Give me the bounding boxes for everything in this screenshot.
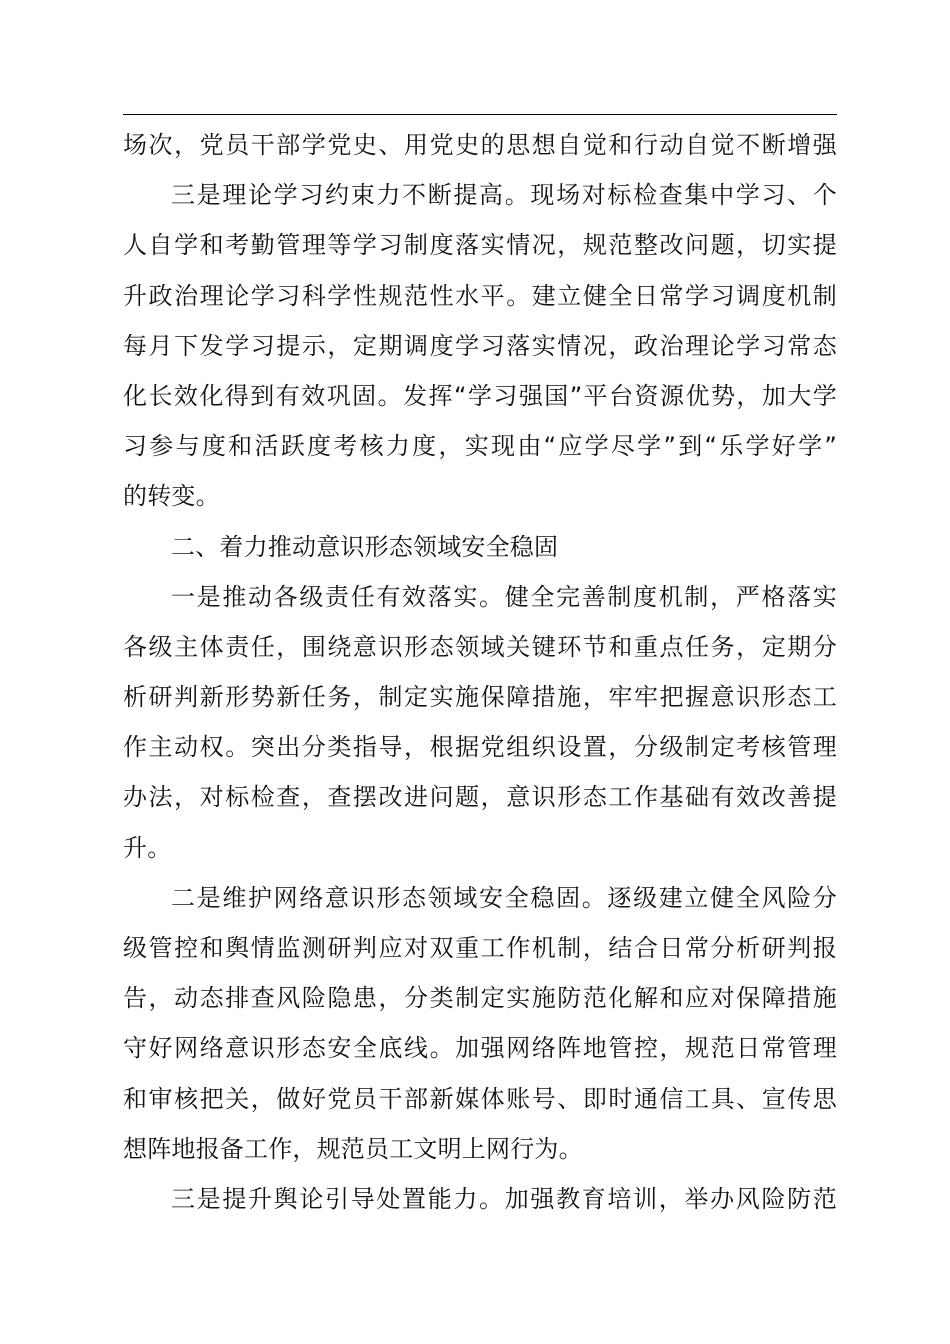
text-line: 各级主体责任，围绕意识形态领域关键环节和重点任务，定期分 bbox=[123, 632, 837, 661]
paragraph-start-line: 三是理论学习约束力不断提高。现场对标检查集中学习、个 bbox=[171, 181, 837, 210]
paragraph-end-line: 想阵地报备工作，规范员工文明上网行为。 bbox=[123, 1134, 583, 1163]
text-line: 级管控和舆情监测研判应对双重工作机制，结合日常分析研判报 bbox=[123, 934, 837, 962]
paragraph-start-line: 一是推动各级责任有效落实。健全完善制度机制，严格落实 bbox=[171, 582, 837, 611]
text-line: 析研判新形势新任务，制定实施保障措施，牢牢把握意识形态工 bbox=[123, 683, 837, 712]
document-body bbox=[123, 120, 837, 1224]
paragraph-end-line: 升。 bbox=[123, 833, 172, 862]
text-line: 办法，对标检查，查摆改进问题，意识形态工作基础有效改善提 bbox=[123, 783, 837, 812]
paragraph-start-line: 三是提升舆论引导处置能力。加强教育培训，举办风险防范 bbox=[171, 1184, 837, 1213]
text-line: 和审核把关，做好党员干部新媒体账号、即时通信工具、宣传思 bbox=[123, 1084, 837, 1113]
text-line: 升政治理论学习科学性规范性水平。建立健全日常学习调度机制 bbox=[123, 281, 837, 310]
paragraph-start-line: 二是维护网络意识形态领域安全稳固。逐级建立健全风险分 bbox=[171, 883, 837, 912]
text-line: 人自学和考勤管理等学习制度落实情况，规范整改问题，切实提 bbox=[123, 231, 837, 260]
text-line: 习参与度和活跃度考核力度，实现由“应学尽学”到“乐学好学” bbox=[123, 432, 837, 461]
text-line: 场次，党员干部学党史、用党史的思想自觉和行动自觉不断增强 bbox=[123, 131, 837, 159]
text-line: 作主动权。突出分类指导，根据党组织设置，分级制定考核管理 bbox=[123, 733, 837, 762]
text-line: 守好网络意识形态安全底线。加强网络阵地管控，规范日常管理 bbox=[123, 1034, 837, 1063]
section-heading: 二、着力推动意识形态领域安全稳固 bbox=[171, 532, 559, 561]
text-line: 每月下发学习提示，定期调度学习落实情况，政治理论学习常态 bbox=[123, 331, 837, 360]
text-line: 告，动态排查风险隐患，分类制定实施防范化解和应对保障措施 bbox=[123, 984, 837, 1013]
text-line: 化长效化得到有效巩固。发挥“学习强国”平台资源优势，加大学 bbox=[123, 381, 837, 410]
header-rule bbox=[123, 114, 837, 115]
paragraph-end-line: 的转变。 bbox=[123, 482, 220, 511]
